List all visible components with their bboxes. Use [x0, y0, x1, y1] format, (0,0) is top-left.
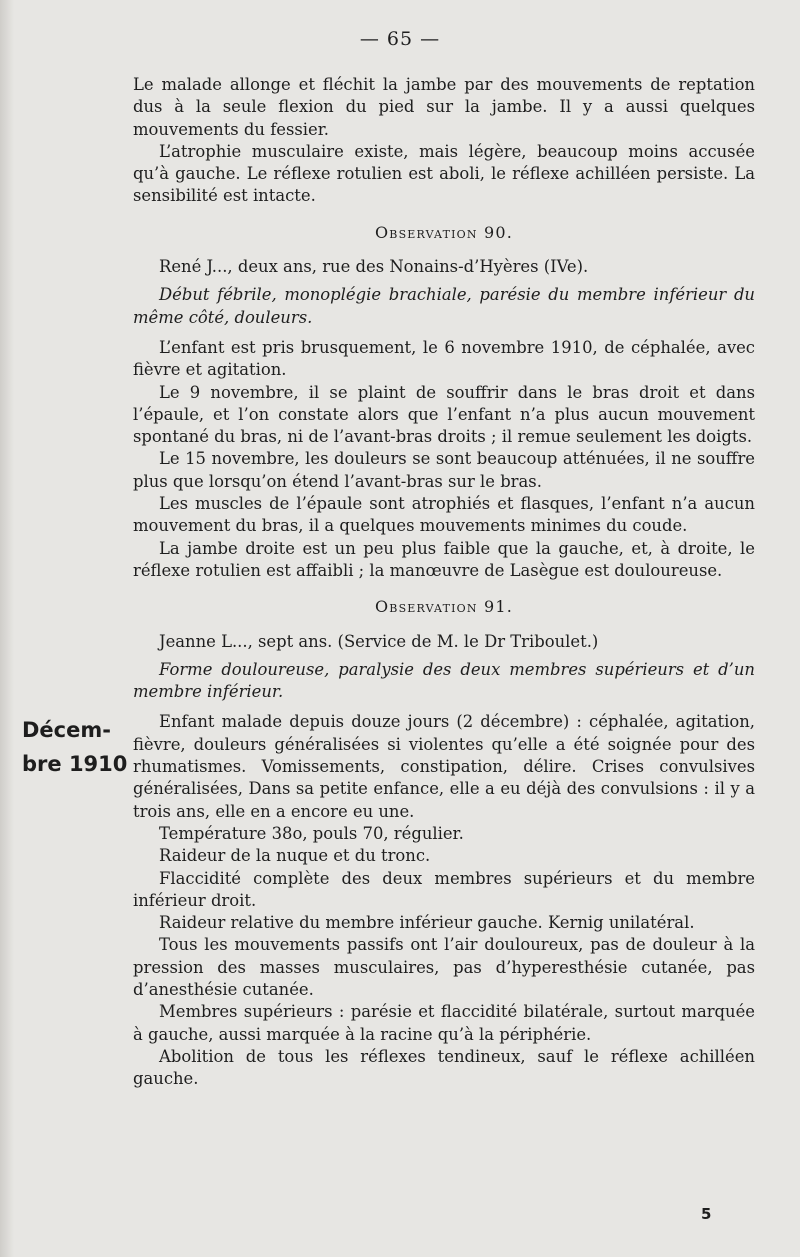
observation-90-patient: René J..., deux ans, rue des Nonains-d’Hyères (IVe). [159, 257, 589, 277]
observation-91-paragraph: Abolition de tous les réflexes tendineux, sauf le réflexe achilléen gauche. [133, 1046, 755, 1089]
observation-91-patient: Jeanne L..., sept ans. (Service de M. le Dr Triboulet.) [159, 631, 599, 651]
page-edge-shadow [0, 0, 14, 1257]
intro-paragraph: Le malade allonge et fléchit la jambe par des mouvements de reptation dus à la seule flexion du pied sur la jambe. Il y a aussi quelques mouvements du fessier. [133, 75, 755, 139]
observation-91-paragraph: Température 38o, pouls 70, régulier. [159, 823, 464, 843]
main-text-column [133, 74, 755, 1090]
page-number: — 65 — [359, 28, 441, 50]
observation-91-paragraph: Membres supérieurs : parésie et flaccidité bilatérale, surtout marquée à gauche, aussi marquée à la racine qu’à la périphérie. [133, 1002, 755, 1044]
observation-91-paragraph: Raideur de la nuque et du tronc. [159, 846, 431, 866]
observation-91-paragraph: Raideur relative du membre inférieur gauche. Kernig unilatéral. [159, 913, 695, 933]
observation-90-paragraph: La jambe droite est un peu plus faible que la gauche, et, à droite, le réflexe rotulien est affaibli ; la manœuvre de Lasègue est douloureuse. [133, 538, 755, 580]
signature-mark: 5 [701, 1205, 712, 1223]
observation-90-heading: Observation 90. [374, 222, 514, 242]
margin-date-note [22, 713, 132, 781]
observation-91-heading: Observation 91. [374, 597, 514, 617]
observation-90-paragraph: Les muscles de l’épaule sont atrophiés et flasques, l’enfant n’a aucun mouvement du bras, il a quelques mouvements minimes du coude. [133, 494, 755, 536]
observation-90-paragraph: Le 9 novembre, il se plaint de souffrir dans le bras droit et dans l’épaule, et l’on constate alors que l’enfant n’a plus aucun mouvement spontané du bras, ni de l’avant-bras droits ; il remue seulement les doigts. [133, 382, 755, 447]
intro-paragraph: L’atrophie musculaire existe, mais légère, beaucoup moins accusée qu’à gauche. Le réflexe rotulien est aboli, le réflexe achilléen persiste. La sensibilité est intacte. [133, 141, 755, 206]
observation-90-summary: Début fébrile, monoplégie brachiale, parésie du membre inférieur du même côté, douleurs. [133, 285, 755, 327]
observation-90-paragraph: Le 15 novembre, les douleurs se sont beaucoup atténuées, il ne souffre plus que lorsqu’on étend l’avant-bras sur le bras. [133, 449, 755, 491]
observation-90-paragraph: L’enfant est pris brusquement, le 6 novembre 1910, de céphalée, avec fièvre et agitation. [133, 337, 755, 380]
margin-note-line-2: bre 1910 [22, 752, 128, 776]
observation-91-paragraph: Flaccidité complète des deux membres supérieurs et du membre inférieur droit. [133, 868, 755, 910]
margin-note-line-1: Décem- [22, 718, 111, 742]
observation-91-paragraph: Tous les mouvements passifs ont l’air douloureux, pas de douleur à la pression des masses musculaires, pas d’hyperesthésie cutanée, pas d’anesthésie cutanée. [133, 935, 755, 999]
observation-91-paragraph: Enfant malade depuis douze jours (2 décembre) : céphalée, agitation, fièvre, douleurs généralisées si violentes qu’elle a été soignée pour des rhumatismes. Vomissements, constipation, délire. Crises convulsives généralisées, Dans sa petite enfance, elle a eu déjà des convulsions : il y a trois ans, elle en a encore eu une. [133, 712, 755, 821]
observation-91-summary: Forme douloureuse, paralysie des deux membres supérieurs et d’un membre inférieur. [133, 659, 755, 702]
